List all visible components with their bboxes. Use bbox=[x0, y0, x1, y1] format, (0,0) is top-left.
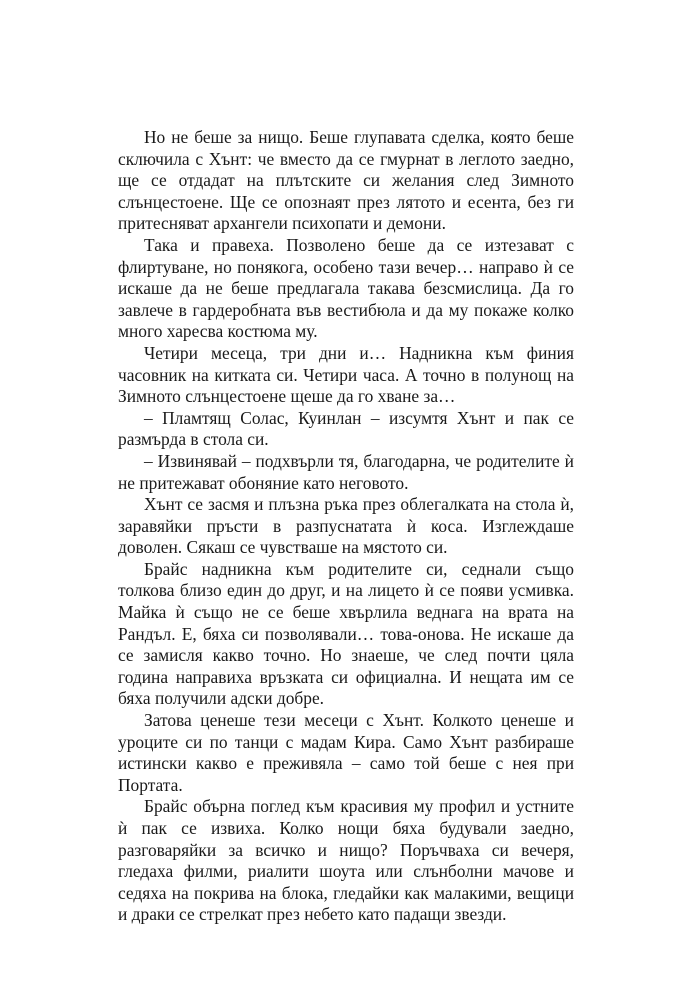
body-text bbox=[118, 127, 574, 926]
paragraph: Брайс обърна поглед към красивия му профил и устните ѝ пак се извиха. Колко нощи бяха будували заедно, разговаряйки за всичко и нищо? Поръчваха си вечеря, гледаха филми, риалити шоута или слънболни мачове и седяха на покрива на блока, гледайки как малакими, вещици и драки се стрелкат през небето като падащи звезди. bbox=[118, 796, 574, 925]
paragraph: Затова ценеше тези месеци с Хънт. Колкото ценеше и уроците си по танци с мадам Кира. Само Хънт разбираше истински какво е преживяла – само той беше с нея при Портата. bbox=[118, 710, 574, 795]
paragraph: Четири месеца, три дни и… Надникна към финия часовник на китката си. Четири часа. А точно в полунощ на Зимното слънцестоене щеше да го хване за… bbox=[118, 342, 574, 407]
paragraph: Така и правеха. Позволено беше да се изтезават с флиртуване, но понякога, особено тази вечер… направо ѝ се искаше да не беше предлагала такава безсмислица. Да го завлече в гардеробната във вестибюла и да му покаже колко много харесва костюма му. bbox=[118, 234, 574, 342]
paragraph: Хънт се засмя и плъзна ръка през облегалката на стола ѝ, заравяйки пръсти в разпуснатата ѝ коса. Изглеждаше доволен. Сякаш се чувстваше на мястото си. bbox=[118, 494, 574, 558]
paragraph: – Извинявай – подхвърли тя, благодарна, че родителите ѝ не притежават обоняние като неговото. bbox=[118, 450, 574, 493]
paragraph: Брайс надникна към родителите си, седнали също толкова близо един до друг, и на лицето ѝ се появи усмивка. Майка ѝ също не се беше хвърлила веднага на врата на Рандъл. Е, бяха си позволявали… това-онова. Не искаше да се замисля какво точно. Но знаеше, че след почти цяла година направиха връзката си официална. И нещата им се бяха получили адски добре. bbox=[118, 558, 574, 709]
paragraph: – Пламтящ Солас, Куинлан – изсумтя Хънт и пак се размърда в стола си. bbox=[118, 407, 574, 450]
paragraph: Но не беше за нищо. Беше глупавата сделка, която беше сключила с Хънт: че вместо да се гмурнат в леглото заедно, ще се отдадат на плътските си желания след Зимното слънцестоене. Ще се опознаят през лятото и есента, без ги притесняват архангели психопати и демони. bbox=[118, 127, 574, 234]
